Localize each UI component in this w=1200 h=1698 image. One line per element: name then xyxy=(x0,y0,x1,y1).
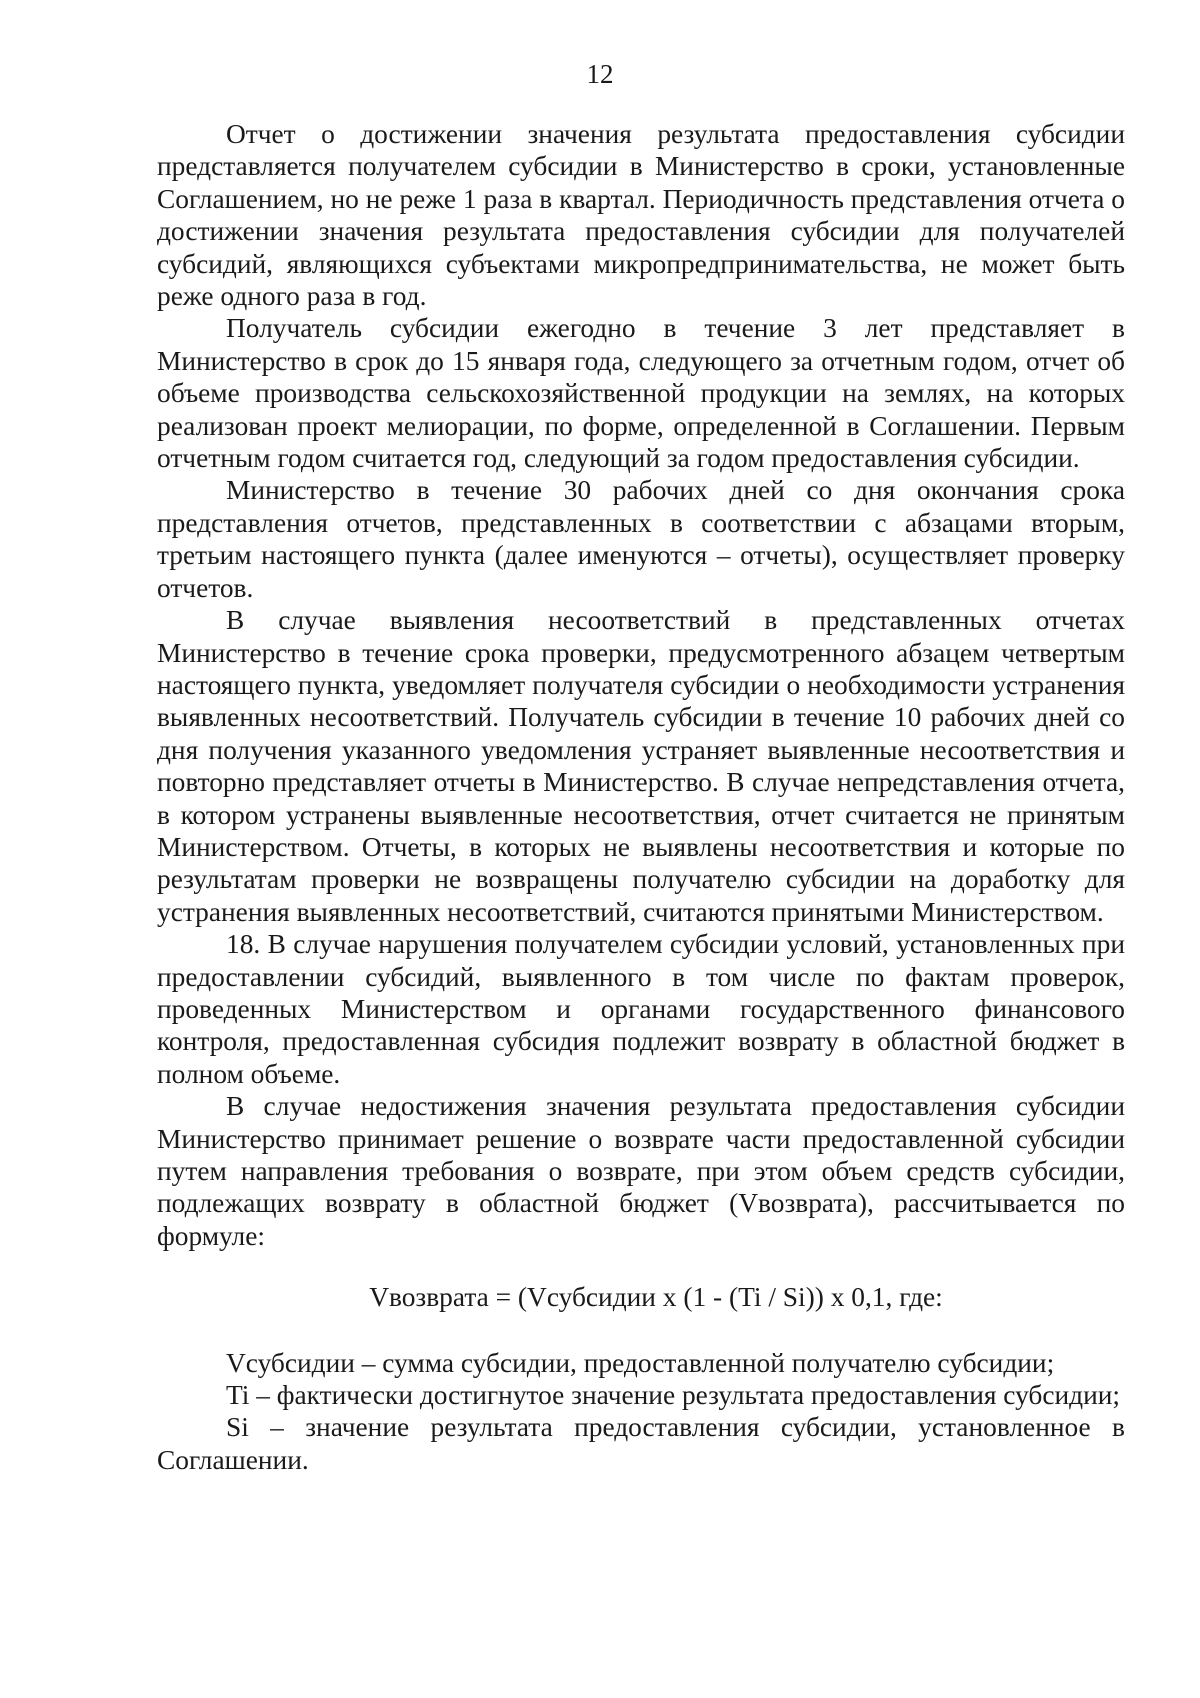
paragraph-production-report: Получатель субсидии ежегодно в течение 3 лет представляет в Министерство в срок до 15 января года, следующего за отчетным годом, отчет об объеме производства сельскохозяйственной продукции на землях, на которых реализован проект мелиорации, по форме, определенной в Соглашении. Первым отчетным годом считается год, следующий за годом предоставления субсидии. xyxy=(157,313,1125,474)
page-number: 12 xyxy=(586,59,614,89)
paragraph-partial-return: В случае недостижения значения результата предоставления субсидии Министерство принимает решение о возврате части предоставленной субсидии путем направления требования о возврате, при этом объем средств субсидии, подлежащих возврату в областной бюджет (Vвозврата), рассчитывается по формуле: xyxy=(157,1091,1125,1251)
formula-legend-si: Si – значение результата предоставления субсидии, установленное в Соглашении. xyxy=(157,1412,1125,1475)
formula-legend-v-subsidy: Vсубсидии – сумма субсидии, предоставленной получателю субсидии; xyxy=(226,1347,1055,1378)
paragraph-report-check: Министерство в течение 30 рабочих дней со дня окончания срока представления отчетов, представленных в соответствии с абзацами вторым, третьим настоящего пункта (далее именуются – отчеты), осуществляет проверку отчетов. xyxy=(157,475,1125,603)
paragraph-discrepancies: В случае выявления несоответствий в представленных отчетах Министерство в течение срока проверки, предусмотренного абзацем четвертым настоящего пункта, уведомляет получателя субсидии о необходимости устранения выявленных несоответствий. Получатель субсидии в течение 10 рабочих дней со дня получения указанного уведомления устраняет выявленные несоответствия и повторно представляет отчеты в Министерство. В случае непредставления отчета, в котором устранены выявленные несоответствия, отчет считается не принятым Министерством. Отчеты, в которых не выявлены несоответствия и которые по результатам проверки не возвращены получателю субсидии на доработку для устранения выявленных несоответствий, считаются принятыми Министерством. xyxy=(157,605,1125,927)
document-body xyxy=(157,118,1125,1476)
formula-legend-ti: Ti – фактически достигнутое значение результата предоставления субсидии; xyxy=(226,1380,1121,1411)
return-formula: Vвозврата = (Vсубсидии х (1 - (Ti / Si)) х 0,1, где: xyxy=(369,1282,943,1313)
paragraph-report-deadlines: Отчет о достижении значения результата предоставления субсидии представляется получателем субсидии в Министерство в сроки, установленные Соглашением, но не реже 1 раза в квартал. Периодичность представления отчета о достижении значения результата предоставления субсидии для получателей субсидий, являющихся субъектами микропредпринимательства, не может быть реже одного раза в год. xyxy=(157,119,1125,312)
paragraph-item-18: 18. В случае нарушения получателем субсидии условий, установленных при предоставлении субсидий, выявленного в том числе по фактам проверок, проведенных Министерством и органами государственного финансового контроля, предоставленная субсидия подлежит возврату в областной бюджет в полном объеме. xyxy=(157,929,1125,1089)
